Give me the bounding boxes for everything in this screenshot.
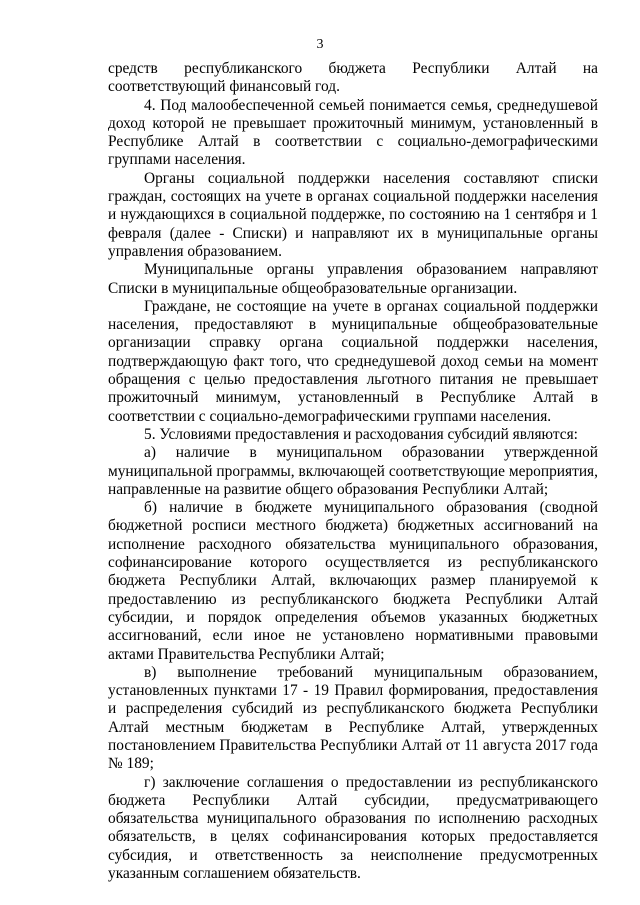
paragraph-municipal-bodies: Муниципальные органы управления образованием направляют Списки в муниципальные общеобразовательные организации. <box>108 261 598 297</box>
paragraph-condition-a: а) наличие в муниципальном образовании утвержденной муниципальной программы, включающей соответствующие мероприятия, направленные на развитие общего образования Республики Алтай; <box>108 444 598 498</box>
document-body <box>108 60 598 883</box>
paragraph-condition-v: в) выполнение требований муниципальным образованием, установленных пунктами 17 - 19 Правил формирования, предоставления и распределения субсидий из республиканского бюджета Республики Алтай местным бюджетам в Республике Алтай, утвержденных постановлением Правительства Республики Алтай от 11 августа 2017 года № 189; <box>108 663 598 773</box>
paragraph-item-4: 4. Под малообеспеченной семьей понимается семья, среднедушевой доход которой не превышает прожиточный минимум, установленный в Республике Алтай в соответствии с социально-демографическими группами населения. <box>108 96 598 169</box>
page-number: 3 <box>316 37 324 52</box>
paragraph-citizens: Граждане, не состоящие на учете в органах социальной поддержки населения, предоставляют в муниципальные общеобразовательные организации справку органа социальной поддержки населения, подтверждающую факт того, что среднедушевой доход семьи на момент обращения с целью предоставления льготного питания не превышает прожиточный минимум, установленный в Республике Алтай в соответствии с социально-демографическими группами населения. <box>108 297 598 425</box>
paragraph-condition-g: г) заключение соглашения о предоставлении из республиканского бюджета Республики Алтай субсидии, предусматривающего обязательства муниципального образования по исполнению расходных обязательств, в целях софинансирования которых предоставляется субсидия, и ответственность за неисполнение предусмотренных указанным соглашением обязательств. <box>108 773 598 883</box>
paragraph-item-5: 5. Условиями предоставления и расходования субсидий являются: <box>144 425 578 443</box>
paragraph-lists: Органы социальной поддержки населения составляют списки граждан, состоящих на учете в органах социальной поддержки населения и нуждающихся в социальной поддержке, по состоянию на 1 сентября и 1 февраля (далее - Списки) и направляют их в муниципальные органы управления образованием. <box>108 169 598 260</box>
paragraph-condition-b: б) наличие в бюджете муниципального образования (сводной бюджетной росписи местного бюджета) бюджетных ассигнований на исполнение расходного обязательства муниципального образования, софинансирование которого осуществляется из республиканского бюджета Республики Алтай, включающих размер планируемой к предоставлению из республиканского бюджета Республики Алтай субсидии, и порядок определения объемов указанных бюджетных ассигнований, если иное не установлено нормативными правовыми актами Правительства Республики Алтай; <box>108 499 598 663</box>
paragraph-continuation: средств республиканского бюджета Республики Алтай на соответствующий финансовый год. <box>108 60 598 96</box>
